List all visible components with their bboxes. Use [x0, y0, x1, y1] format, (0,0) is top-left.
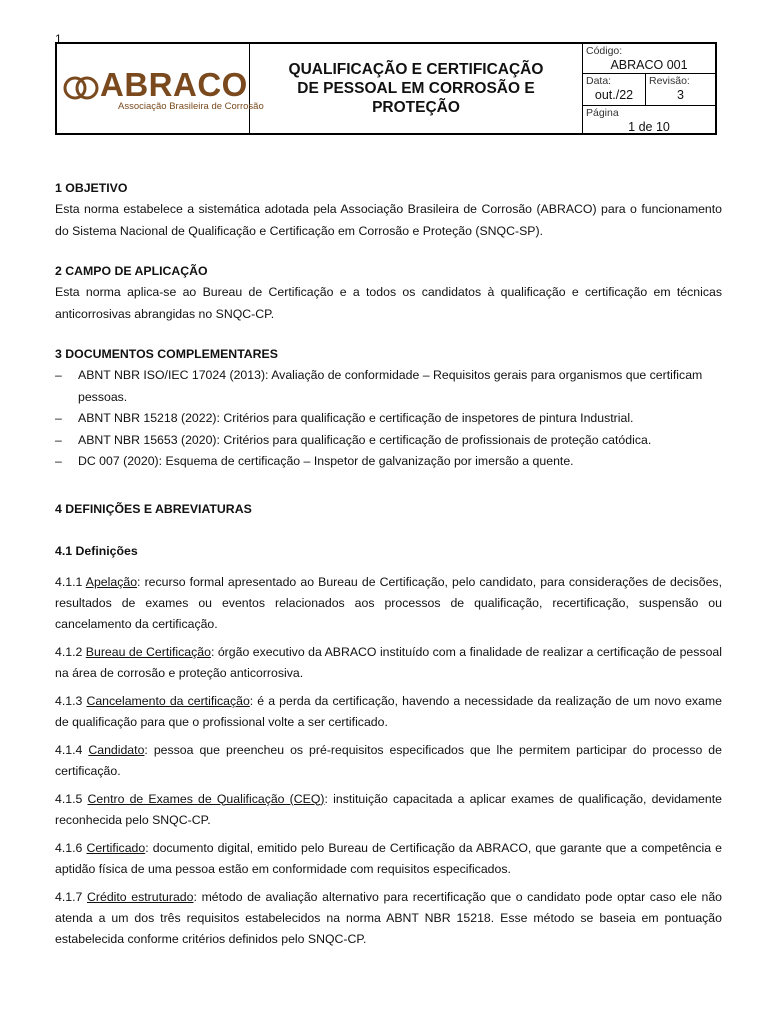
list-dash: –	[55, 432, 62, 447]
codigo-row	[583, 44, 715, 74]
list-item	[55, 408, 722, 430]
title-line-2: DE PESSOAL EM CORROSÃO E	[297, 80, 535, 97]
def-text: é a perda da certificação, havendo a necessidade da realização de um novo exame de qualificação para que o profissional volte a ser certificado.	[55, 693, 722, 729]
def-sep: :	[249, 693, 258, 708]
def-number: 4.1.5	[55, 791, 88, 806]
data-cell	[583, 74, 646, 105]
definition-certificado	[55, 838, 722, 880]
def-text: instituição capacitada a aplicar exames de qualificação, devidamente reconhecida pelo SNQC-CP.	[55, 791, 722, 827]
logo-text: ABRACO	[100, 66, 248, 103]
def-term: Apelação	[85, 574, 138, 589]
document-body	[55, 178, 722, 957]
list-item-text: ABNT NBR 15653 (2020): Critérios para qualificação e certificação de profissionais de proteção catódica.	[78, 432, 652, 447]
list-item-text: ABNT NBR ISO/IEC 17024 (2013): Avaliação de conformidade – Requisitos gerais para organismos que certificam pessoas.	[78, 368, 703, 404]
logo-cell	[57, 44, 264, 133]
section-documentos	[55, 344, 722, 473]
definition-cancelamento	[55, 691, 722, 733]
def-number: 4.1.2	[55, 644, 86, 659]
def-text: recurso formal apresentado ao Bureau de Certificação, pelo candidato, para considerações de decisões, resultados de exames ou eventos relacionados aos processos de qualificação, recertificação, suspensão ou cancelamento da certificação.	[55, 574, 723, 631]
list-item	[55, 365, 722, 408]
def-sep: :	[144, 742, 154, 757]
list-dash: –	[55, 454, 62, 468]
def-term: Certificado	[86, 840, 146, 855]
def-sep: :	[193, 889, 202, 904]
definition-candidato	[55, 740, 722, 782]
section-heading: 2 CAMPO DE APLICAÇÃO	[55, 264, 208, 278]
section-campo-aplicacao	[55, 261, 722, 325]
def-text: órgão executivo da ABRACO instituído com a finalidade de realizar a certificação de pessoal na área de corrosão e proteção anticorrosiva.	[55, 644, 722, 680]
definition-credito	[55, 887, 722, 950]
page-number: 1	[55, 32, 62, 46]
list-item	[55, 430, 722, 452]
title-line-3: PROTEÇÃO	[372, 99, 460, 116]
data-label: Data:	[586, 75, 612, 87]
revisao-label: Revisão:	[649, 75, 690, 87]
section-text: Esta norma aplica-se ao Bureau de Certificação e a todos os candidatos à qualificação e certificação em técnicas anticorrosivas abrangidas no SNQC-CP.	[55, 285, 722, 321]
def-number: 4.1.7	[55, 889, 87, 904]
definition-apelacao	[55, 572, 722, 635]
def-term: Bureau de Certificação	[85, 644, 211, 659]
pagina-row	[583, 106, 715, 133]
subsection-heading: 4.1 Definições	[55, 543, 138, 558]
title-cell	[250, 44, 583, 133]
data-value: out./22	[594, 88, 634, 102]
definition-ceq	[55, 789, 722, 831]
documents-list	[55, 365, 722, 473]
list-item-text: DC 007 (2020): Esquema de certificação – Inspetor de galvanização por imersão a quente.	[78, 454, 574, 468]
section-heading: 3 DOCUMENTOS COMPLEMENTARES	[55, 347, 278, 361]
codigo-label: Código:	[586, 45, 623, 57]
abraco-logo	[63, 66, 264, 114]
def-text: pessoa que preencheu os pré-requisitos especificados que lhe permitem participar do processo de certificação.	[55, 742, 722, 778]
document-title	[289, 60, 544, 117]
pagina-value: 1 de 10	[628, 120, 670, 134]
section-objetivo	[55, 178, 722, 242]
list-item-text: ABNT NBR 15218 (2022): Critérios para qualificação e certificação de inspetores de pintura Industrial.	[78, 411, 634, 425]
list-dash: –	[55, 368, 62, 382]
section-heading: 4 DEFINIÇÕES E ABREVIATURAS	[55, 501, 252, 516]
data-revisao-row	[583, 74, 715, 106]
section-text: Esta norma estabelece a sistemática adotada pela Associação Brasileira de Corrosão (ABRACO) para o funcionamento do Sistema Nacional de Qualificação e Certificação em Corrosão e Proteção (SNQC-SP).	[55, 202, 722, 238]
def-sep: :	[137, 574, 145, 589]
section-definicoes	[55, 499, 722, 950]
def-sep: :	[210, 644, 218, 659]
def-number: 4.1.1	[55, 574, 86, 589]
def-number: 4.1.6	[55, 840, 87, 855]
def-text: método de avaliação alternativo para recertificação que o candidato pode optar caso ele não atenda a um dos três requisitos estabelecidos na norma ABNT NBR 15218. Esse método se baseia em pontuação estabelecida conforme critérios definidos pelo SNQC-CP.	[55, 889, 722, 946]
revisao-cell	[646, 74, 715, 105]
codigo-value: ABRACO 001	[610, 58, 688, 72]
list-item	[55, 451, 722, 473]
definition-bureau	[55, 642, 722, 684]
def-number: 4.1.3	[55, 693, 87, 708]
def-term: Centro de Exames de Qualificação (CEQ)	[87, 791, 325, 806]
list-dash: –	[55, 411, 62, 425]
logo-subtitle: Associação Brasileira de Corrosão	[118, 101, 264, 112]
meta-cell	[583, 44, 715, 133]
def-number: 4.1.4	[55, 742, 89, 757]
def-sep: :	[145, 840, 153, 855]
def-term: Crédito estruturado	[87, 889, 194, 904]
revisao-value: 3	[677, 88, 684, 102]
section-heading: 1 OBJETIVO	[55, 181, 128, 195]
title-line-1: QUALIFICAÇÃO E CERTIFICAÇÃO	[288, 61, 544, 78]
def-term: Cancelamento da certificação	[86, 693, 250, 708]
def-term: Candidato	[88, 742, 145, 757]
pagina-label: Página	[586, 107, 619, 119]
def-text: documento digital, emitido pelo Bureau de Certificação da ABRACO, que garante que a competência e aptidão física de uma pessoa estão em conformidade com requisitos especificados.	[55, 840, 722, 876]
abraco-logo-icon	[63, 72, 103, 104]
def-sep: :	[324, 791, 334, 806]
document-header	[55, 42, 717, 135]
